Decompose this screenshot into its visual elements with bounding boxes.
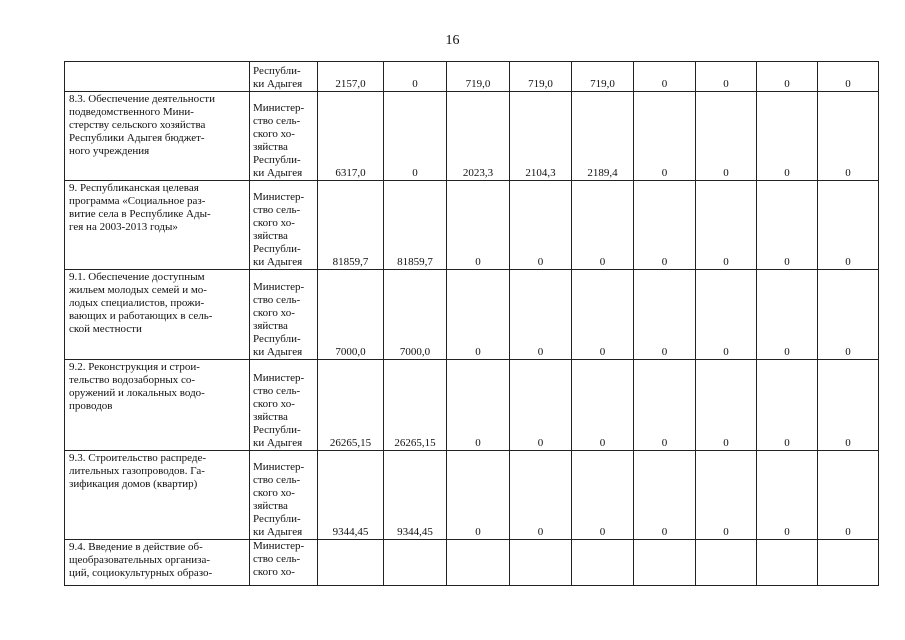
table-row — [65, 181, 879, 270]
value-cell — [318, 540, 384, 586]
value-text: 2157,0 — [335, 78, 366, 90]
row-title-line: ской местности — [69, 323, 142, 335]
value-text: 0 — [537, 346, 544, 358]
executor-line: ство сель- — [253, 204, 301, 216]
executor-line: ки Адыгея — [253, 256, 303, 268]
executor-cell — [250, 62, 318, 92]
row-title-line: тельство водозаборных со- — [69, 374, 196, 386]
executor-line: зяйства — [253, 411, 288, 423]
value-text: 0 — [661, 526, 668, 538]
row-title-line: проводов — [69, 400, 113, 412]
value-cell — [757, 540, 818, 586]
executor-line: Республи- — [253, 65, 301, 77]
executor-cell — [250, 92, 318, 181]
value-text: 0 — [723, 256, 729, 268]
value-text: 0 — [599, 256, 606, 268]
value-text: 0 — [475, 346, 481, 358]
executor-line: ского хо- — [253, 128, 295, 140]
value-text: 6317,0 — [335, 167, 366, 179]
value-cell — [384, 360, 447, 451]
executor-line: ство сель- — [253, 115, 301, 127]
value-cell — [572, 451, 634, 540]
value-cell — [572, 62, 634, 92]
row-title-cell — [65, 360, 250, 451]
value-cell — [384, 62, 447, 92]
value-cell — [634, 92, 696, 181]
value-cell — [384, 451, 447, 540]
table-row — [65, 540, 879, 586]
value-cell — [634, 270, 696, 360]
value-text: 0 — [784, 256, 790, 268]
row-title-line: витие села в Республике Ады- — [69, 208, 211, 220]
value-cell — [696, 270, 757, 360]
executor-line: Министер- — [253, 191, 305, 203]
executor-line: Республи- — [253, 243, 301, 255]
value-text: 7000,0 — [399, 346, 431, 358]
row-title-line: 9.3. Строительство распреде- — [69, 452, 207, 464]
row-title-line: 9.4. Введение в действие об- — [69, 541, 203, 553]
value-text: 719,0 — [590, 78, 615, 90]
row-title-line: ций, социокультурных образо- — [69, 567, 213, 579]
value-text: 0 — [784, 346, 790, 358]
value-text: 0 — [661, 437, 668, 449]
row-title-line: стерству сельского хозяйства — [69, 119, 206, 131]
value-cell — [757, 62, 818, 92]
executor-cell — [250, 270, 318, 360]
value-cell — [384, 92, 447, 181]
value-cell — [384, 270, 447, 360]
executor-line: зяйства — [253, 230, 288, 242]
executor-line: ство сель- — [253, 385, 301, 397]
executor-line: ство сель- — [253, 474, 301, 486]
row-title-line: программа «Социальное раз- — [69, 195, 206, 207]
row-title-line: щеобразовательных организа- — [69, 554, 211, 566]
row-title-line: жильем молодых семей и мо- — [69, 284, 207, 296]
value-text: 0 — [784, 526, 790, 538]
value-text: 0 — [784, 437, 790, 449]
value-cell — [510, 181, 572, 270]
value-cell — [510, 270, 572, 360]
value-cell — [318, 62, 384, 92]
value-text: 0 — [537, 437, 544, 449]
row-title-line: ного учреждения — [69, 145, 150, 157]
executor-line: ского хо- — [253, 307, 295, 319]
executor-line: Министер- — [253, 540, 305, 552]
executor-line: ство сель- — [253, 294, 301, 306]
value-cell — [510, 540, 572, 586]
value-cell — [757, 181, 818, 270]
budget-table — [64, 61, 879, 586]
table-row — [65, 92, 879, 181]
executor-line: ки Адыгея — [253, 78, 303, 90]
value-text: 0 — [475, 256, 481, 268]
value-cell — [447, 92, 510, 181]
row-title-line: гея на 2003-2013 годы» — [69, 221, 178, 233]
value-cell — [757, 92, 818, 181]
value-cell — [634, 540, 696, 586]
executor-cell — [250, 540, 318, 586]
value-cell — [510, 451, 572, 540]
value-text: 0 — [661, 256, 668, 268]
value-cell — [447, 540, 510, 586]
value-cell — [818, 451, 879, 540]
value-cell — [757, 270, 818, 360]
value-text: 0 — [784, 167, 790, 179]
value-cell — [818, 62, 879, 92]
value-text: 0 — [845, 437, 851, 449]
value-cell — [318, 360, 384, 451]
value-cell — [572, 270, 634, 360]
row-title-line: оружений и локальных водо- — [69, 387, 205, 399]
executor-line: ского хо- — [253, 487, 295, 499]
value-text: 0 — [599, 526, 606, 538]
value-text: 0 — [475, 526, 481, 538]
value-cell — [572, 360, 634, 451]
value-cell — [818, 92, 879, 181]
value-text: 2023,3 — [462, 167, 494, 179]
executor-line: Министер- — [253, 281, 305, 293]
row-title-cell — [65, 540, 250, 586]
value-text: 0 — [599, 346, 606, 358]
executor-line: Министер- — [253, 372, 305, 384]
value-text: 0 — [723, 526, 729, 538]
row-title-line: лодых специалистов, прожи- — [69, 297, 205, 309]
row-title-cell — [65, 451, 250, 540]
value-cell — [318, 92, 384, 181]
executor-line: ского хо- — [253, 398, 295, 410]
value-text: 719,0 — [528, 78, 553, 90]
executor-line: Министер- — [253, 102, 305, 114]
value-text: 0 — [723, 437, 729, 449]
row-title-cell — [65, 62, 250, 92]
value-cell — [572, 92, 634, 181]
value-cell — [696, 451, 757, 540]
value-text: 0 — [845, 78, 851, 90]
value-cell — [696, 92, 757, 181]
value-text: 26265,15 — [329, 437, 372, 449]
value-text: 7000,0 — [335, 346, 366, 358]
executor-cell — [250, 451, 318, 540]
value-text: 0 — [784, 78, 790, 90]
value-cell — [318, 270, 384, 360]
row-title-line: подведомственного Мини- — [69, 106, 194, 118]
executor-line: Республи- — [253, 424, 301, 436]
value-cell — [572, 540, 634, 586]
row-title-cell — [65, 270, 250, 360]
value-text: 0 — [845, 526, 851, 538]
value-text: 0 — [412, 167, 418, 179]
value-text: 0 — [845, 167, 851, 179]
row-title-line: зификация домов (квартир) — [69, 478, 198, 490]
value-text: 0 — [475, 437, 481, 449]
value-cell — [447, 270, 510, 360]
value-text: 81859,7 — [332, 256, 369, 268]
table-row — [65, 451, 879, 540]
executor-line: Республи- — [253, 513, 301, 525]
value-cell — [818, 360, 879, 451]
value-text: 2104,3 — [525, 167, 556, 179]
value-cell — [447, 62, 510, 92]
value-text: 0 — [845, 346, 851, 358]
value-text: 0 — [537, 526, 544, 538]
value-cell — [696, 360, 757, 451]
value-cell — [634, 181, 696, 270]
executor-line: ки Адыгея — [253, 167, 303, 179]
table-row — [65, 360, 879, 451]
row-title-line: вающих и работающих в сель- — [69, 310, 213, 322]
executor-line: ство сель- — [253, 553, 301, 565]
value-text: 0 — [412, 78, 418, 90]
value-cell — [818, 540, 879, 586]
value-text: 0 — [537, 256, 544, 268]
executor-line: ки Адыгея — [253, 437, 303, 449]
executor-cell — [250, 360, 318, 451]
value-cell — [634, 451, 696, 540]
executor-line: ки Адыгея — [253, 526, 303, 538]
value-text: 0 — [661, 78, 668, 90]
executor-line: зяйства — [253, 141, 288, 153]
value-cell — [510, 92, 572, 181]
value-cell — [818, 181, 879, 270]
value-text: 0 — [661, 167, 668, 179]
executor-line: Республи- — [253, 333, 301, 345]
value-text: 0 — [723, 167, 729, 179]
value-text: 0 — [599, 437, 606, 449]
table-row — [65, 270, 879, 360]
value-cell — [572, 181, 634, 270]
value-text: 81859,7 — [397, 256, 433, 268]
executor-line: ского хо- — [253, 217, 295, 229]
value-text: 0 — [723, 78, 729, 90]
row-title-line: 9. Республиканская целевая — [69, 182, 199, 194]
value-cell — [510, 62, 572, 92]
executor-line: Республи- — [253, 154, 301, 166]
table-row — [65, 62, 879, 92]
value-cell — [696, 181, 757, 270]
value-cell — [818, 270, 879, 360]
row-title-line: 8.3. Обеспечение деятельности — [69, 93, 215, 105]
value-cell — [696, 62, 757, 92]
value-text: 0 — [845, 256, 851, 268]
executor-line: ского хо- — [253, 566, 295, 578]
value-text: 0 — [661, 346, 668, 358]
value-cell — [447, 451, 510, 540]
value-cell — [696, 540, 757, 586]
executor-line: Министер- — [253, 461, 305, 473]
value-text: 2189,4 — [587, 167, 618, 179]
row-title-cell — [65, 181, 250, 270]
row-title-line: 9.2. Реконструкция и строи- — [69, 361, 200, 373]
value-cell — [757, 360, 818, 451]
value-cell — [757, 451, 818, 540]
executor-line: ки Адыгея — [253, 346, 303, 358]
page-number: 16 — [445, 33, 460, 48]
value-cell — [447, 181, 510, 270]
value-cell — [318, 181, 384, 270]
value-cell — [634, 62, 696, 92]
value-cell — [510, 360, 572, 451]
value-text: 26265,15 — [394, 437, 436, 449]
value-cell — [634, 360, 696, 451]
value-cell — [384, 181, 447, 270]
value-cell — [318, 451, 384, 540]
row-title-line: лительных газопроводов. Га- — [69, 465, 205, 477]
value-cell — [384, 540, 447, 586]
row-title-cell — [65, 92, 250, 181]
value-text: 9344,45 — [332, 526, 369, 538]
executor-line: зяйства — [253, 500, 288, 512]
executor-line: зяйства — [253, 320, 288, 332]
row-title-line: Республики Адыгея бюджет- — [69, 132, 205, 144]
value-cell — [447, 360, 510, 451]
executor-cell — [250, 181, 318, 270]
value-text: 9344,45 — [397, 526, 433, 538]
value-text: 0 — [723, 346, 729, 358]
value-text: 719,0 — [465, 78, 491, 90]
row-title-line: 9.1. Обеспечение доступным — [69, 271, 205, 283]
